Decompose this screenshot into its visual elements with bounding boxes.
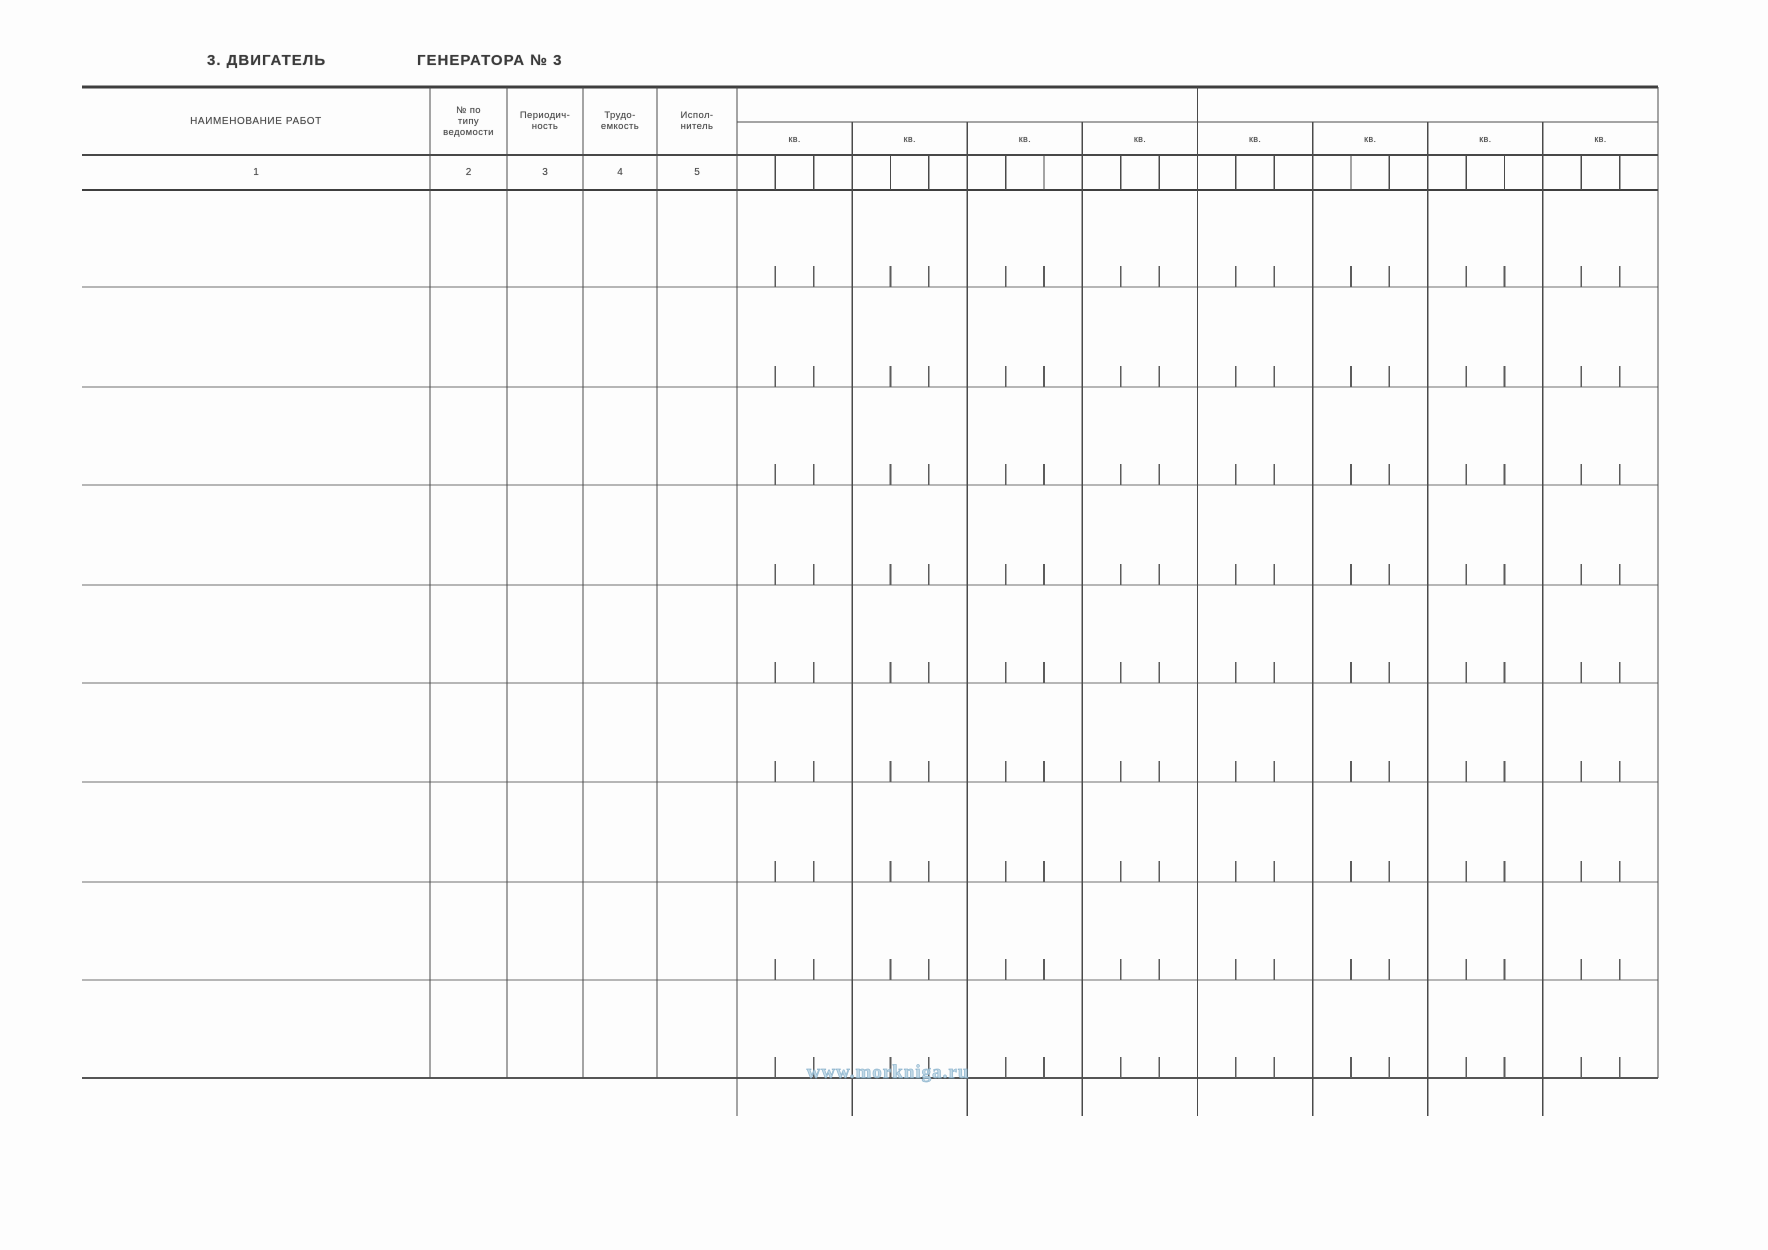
form-title-row — [0, 52, 1768, 74]
hdr-line: емкость — [600, 121, 640, 132]
quarter-header-label: кв. — [903, 133, 916, 144]
hdr-line: № по — [456, 104, 481, 116]
section-title: 3. ДВИГАТЕЛЬ — [207, 52, 327, 69]
col-header-labor-label — [601, 110, 639, 132]
quarter-header-label: кв. — [1018, 133, 1031, 144]
col-header-works — [82, 87, 430, 155]
col-header-periodicity — [507, 87, 583, 155]
watermark: www.morkniga.ru — [806, 1062, 970, 1083]
col-number-3: 3 — [542, 167, 548, 178]
col-header-labor — [583, 87, 657, 155]
hdr-line: нитель — [680, 121, 714, 132]
hdr-line: типу — [457, 115, 480, 127]
quarter-header-label: кв. — [1594, 133, 1607, 144]
col-header-executor-label — [681, 110, 714, 132]
col-header-works-label: НАИМЕНОВАНИЕ РАБОТ — [190, 115, 322, 127]
col-number-4: 4 — [617, 167, 623, 178]
quarter-header-label: кв. — [1249, 133, 1262, 144]
quarter-header-label: кв. — [1479, 133, 1492, 144]
hdr-line: Испол- — [680, 110, 714, 121]
object-title: ГЕНЕРАТОРА № 3 — [417, 52, 563, 69]
col-header-sheet-number — [430, 87, 507, 155]
quarter-header-label: кв. — [788, 133, 801, 144]
hdr-line: Трудо- — [604, 110, 636, 121]
col-number-2: 2 — [465, 167, 472, 178]
col-header-executor — [657, 87, 737, 155]
col-header-periodicity-label — [520, 110, 570, 132]
col-number-5: 5 — [694, 167, 700, 178]
quarter-header-label: кв. — [1364, 133, 1377, 144]
quarter-header-label: кв. — [1133, 133, 1146, 144]
hdr-line: ведомости — [443, 126, 494, 138]
hdr-line: ность — [531, 121, 559, 132]
col-number-1: 1 — [253, 167, 259, 178]
hdr-line: Периодич- — [519, 110, 571, 121]
col-header-sheet-number-label — [443, 105, 494, 138]
